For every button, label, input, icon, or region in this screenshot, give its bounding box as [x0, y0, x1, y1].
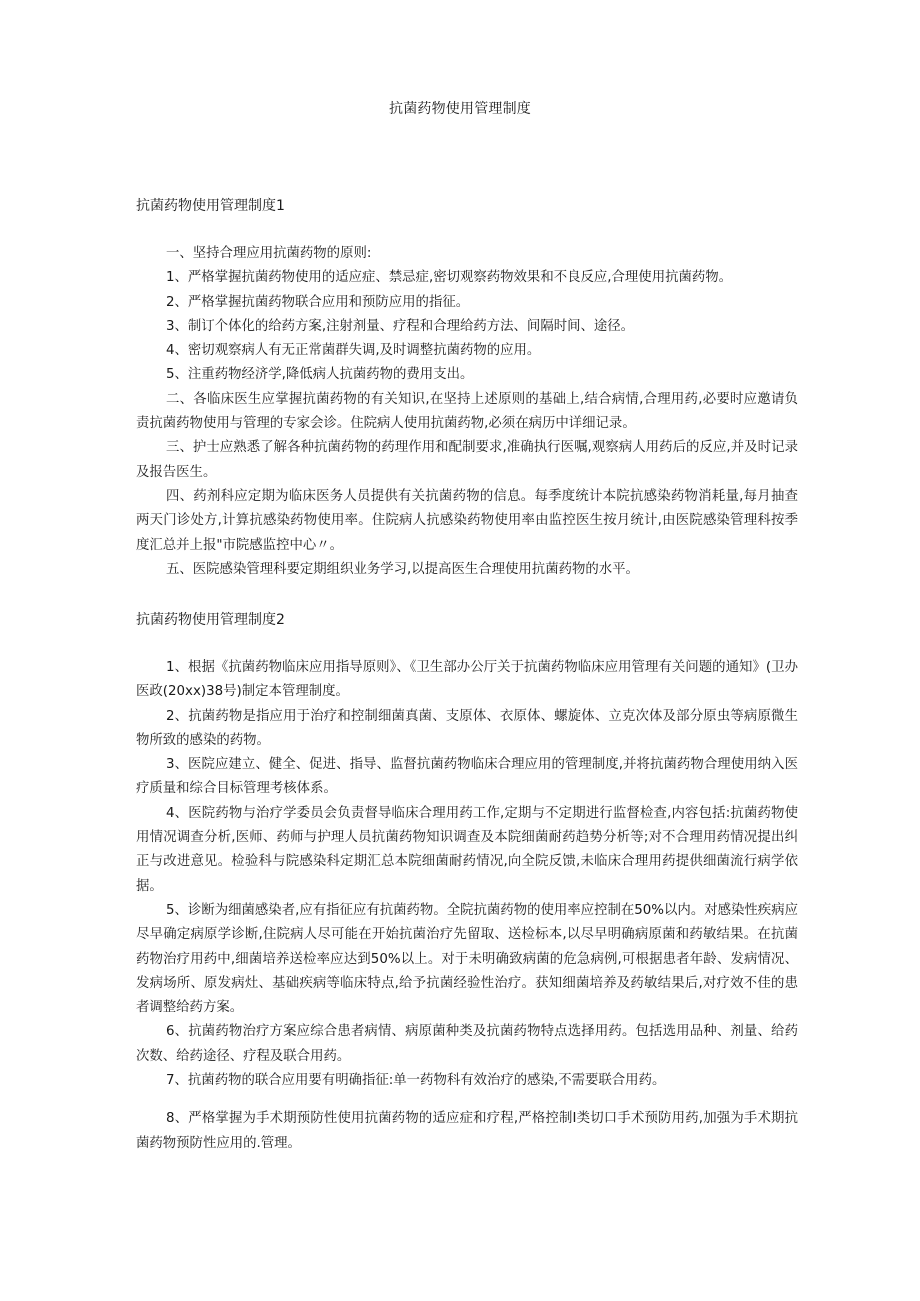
- paragraph: 7、抗菌药物的联合应用要有明确指征:单一药物科有效治疗的感染,不需要联合用药。: [166, 1073, 666, 1089]
- paragraph: 二、各临床医生应掌握抗菌药物的有关知识,在坚持上述原则的基础上,结合病情,合理用药,必要时应邀请负责抗菌药物使用与管理的专家会诊。住院病人使用抗菌药物,必须在病历中详细记录。: [136, 391, 798, 432]
- paragraph: 3、医院应建立、健全、促进、指导、监督抗菌药物临床合理应用的管理制度,并将抗菌药物合理使用纳入医疗质量和综合目标管理考核体系。: [136, 757, 798, 797]
- paragraph: 4、密切观察病人有无正常菌群失调,及时调整抗菌药物的应用。: [166, 343, 541, 359]
- section-heading: 抗菌药物使用管理制度1: [136, 198, 285, 214]
- paragraph: 四、药剂科应定期为临床医务人员提供有关抗菌药物的信息。每季度统计本院抗感染药物消耗量,每月抽查两天门诊处方,计算抗感染药物使用率。住院病人抗感染药物使用率由监控医生按月统计,由医院感染管理科按季度汇总并上报"市院感监控中心〃。: [136, 488, 798, 553]
- paragraph: 五、医院感染管理科要定期组织业务学习,以提高医生合理使用抗菌药物的水平。: [166, 561, 639, 577]
- paragraph: 4、医院药物与治疗学委员会负责督导临床合理用药工作,定期与不定期进行监督检查,内容包括:抗菌药物使用情况调查分析,医师、药师与护理人员抗菌药物知识调查及本院细菌耐药趋势分析等;对不合理用药情况提出纠正与改进意见。检验科与院感染科定期汇总本院细菌耐药情况,向全院反馈,未临床合理用药提供细菌流行病学依据。: [136, 805, 798, 894]
- paragraph: 2、严格掌握抗菌药物联合应用和预防应用的指征。: [166, 294, 470, 310]
- paragraph: 1、根据《抗菌药物临床应用指导原则》、《卫生部办公厅关于抗菌药物临床应用管理有关问题的通知》(卫办医政(20xx)38号)制定本管理制度。: [136, 660, 798, 700]
- paragraph: 1、严格掌握抗菌药物使用的适应症、禁忌症,密切观察药物效果和不良反应,合理使用抗菌药物。: [166, 270, 733, 286]
- section-1: [136, 196, 798, 582]
- section-heading: 抗菌药物使用管理制度2: [136, 612, 285, 628]
- paragraph: 一、坚持合理应用抗菌药物的原则:: [166, 246, 372, 261]
- paragraph: 2、抗菌药物是指应用于治疗和控制细菌真菌、支原体、衣原体、螺旋体、立克次体及部分原虫等病原微生物所致的感染的药物。: [136, 708, 798, 748]
- paragraph: 6、抗菌药物治疗方案应综合患者病情、病原菌种类及抗菌药物特点选择用药。包括选用品种、剂量、给药次数、给药途径、疗程及联合用药。: [136, 1024, 798, 1064]
- paragraph: 8、严格掌握为手术期预防性使用抗菌药物的适应症和疗程,严格控制I类切口手术预防用药,加强为手术期抗菌药物预防性应用的.管理。: [136, 1111, 798, 1151]
- paragraph: 3、制订个体化的给药方案,注射剂量、疗程和合理给药方法、间隔时间、途径。: [166, 318, 635, 334]
- document-title: 抗菌药物使用管理制度: [389, 101, 531, 117]
- paragraph: 5、注重药物经济学,降低病人抗菌药物的费用支出。: [166, 367, 474, 383]
- paragraph: 5、诊断为细菌感染者,应有指征应有抗菌药物。全院抗菌药物的使用率应控制在50%以内。对感染性疾病应尽早确定病原学诊断,住院病人尽可能在开始抗菌治疗先留取、送检标本,以尽早明确病原菌和药敏结果。在抗菌药物治疗用药中,细菌培养送检率应达到50%以上。对于未明确致病菌的危急病例,可根据患者年龄、发病情况、发病场所、原发病灶、基础疾病等临床特点,给予抗菌经验性治疗。获知细菌培养及药敏结果后,对疗效不佳的患者调整给药方案。: [136, 902, 798, 1016]
- paragraph: 三、护士应熟悉了解各种抗菌药物的药理作用和配制要求,准确执行医嘱,观察病人用药后的反应,并及时记录及报告医生。: [136, 440, 798, 480]
- section-2: [136, 610, 798, 1156]
